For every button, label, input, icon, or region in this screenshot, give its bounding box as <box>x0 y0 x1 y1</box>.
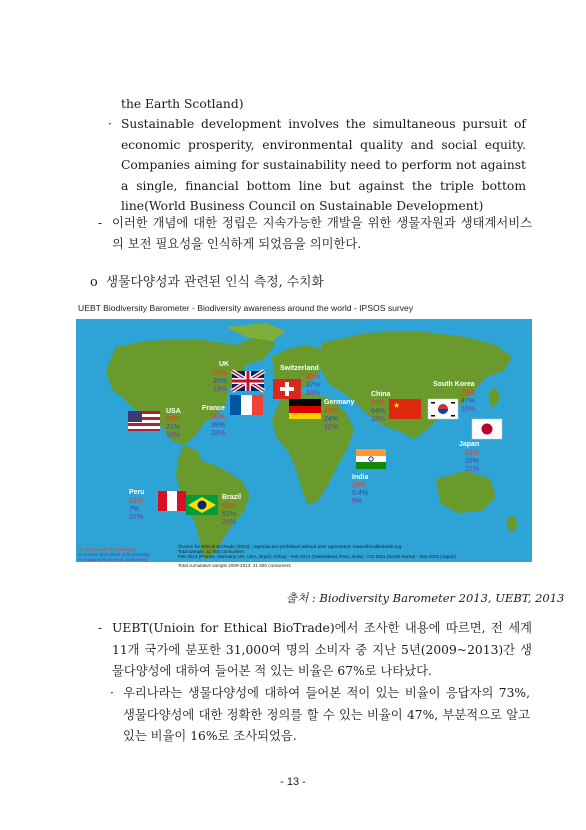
germany-correct: 24% <box>324 416 339 423</box>
china-heard: 94% <box>371 400 386 407</box>
india-partial: 9% <box>352 498 363 505</box>
uk-partial: 19% <box>213 386 228 393</box>
flag-brazil <box>186 495 218 515</box>
flag-china <box>389 399 421 419</box>
germany-partial: 10% <box>324 424 339 431</box>
world-map <box>76 319 532 562</box>
dash-mark-2: - <box>98 621 103 635</box>
flag-france <box>230 395 263 415</box>
peru-partial: 37% <box>129 514 144 521</box>
korea-bullet-text: 우리나라는 생물다양성에 대하여 들어본 적이 있는 비율이 응답자의 73%, 생물다양성에 대한 정확한 정의를 할 수 있는 비율이 47%, 부분적으로 알고 있는 비율이 16%로 조사되었음. <box>123 686 530 743</box>
switzerland-heard: 82% <box>306 374 321 381</box>
note-copyright: ©Union for Ethical BioTrade (2013) - reproduction prohibited without prior agreement. www.ethicalbiotrade.org <box>178 544 402 549</box>
china-partial: 22% <box>371 416 386 423</box>
flag-south-korea <box>428 399 458 419</box>
dash-paragraph-2 <box>98 618 532 683</box>
japan-partial: 21% <box>465 466 480 473</box>
label-peru: Peru <box>129 489 145 496</box>
bullet-mark-2: · <box>110 686 114 700</box>
peru-heard: 52% <box>129 498 144 505</box>
heading-bullet: o <box>90 275 98 290</box>
china-correct: 64% <box>371 408 386 415</box>
flag-germany <box>289 399 321 419</box>
germany-heard: 48% <box>324 408 339 415</box>
bullet-mark: · <box>108 117 112 131</box>
switzerland-correct: 37% <box>306 382 321 389</box>
dash-paragraph-1 <box>98 213 532 255</box>
label-germany: Germany <box>324 399 355 406</box>
label-brazil: Brazil <box>222 494 242 501</box>
flag-peru <box>158 491 186 511</box>
brazil-heard: 96% <box>222 503 237 510</box>
usa-heard: 64% <box>166 416 181 423</box>
france-partial: 28% <box>211 430 226 437</box>
legend-correct: % Correct definitions of biodiversity <box>78 552 150 557</box>
label-usa: USA <box>166 408 181 415</box>
note-total-sample: Total sample: 11 000 consumers <box>178 549 244 554</box>
usa-partial: 15% <box>166 432 181 439</box>
label-japan: Japan <box>459 441 480 448</box>
label-south-korea: South Korea <box>433 381 475 388</box>
switzerland-partial: 18% <box>306 390 321 397</box>
japan-correct: 29% <box>465 458 480 465</box>
korea-bullet <box>110 683 530 748</box>
flag-japan <box>472 419 502 439</box>
note-survey-dates: Feb 2013 (France, Germany, UK, USA, Brazil, China) - Feb 2012 (Switzerland, Peru, India) - Oct 2011 (South Korea) - Sep 2010 (Japan) <box>178 554 456 559</box>
flag-india <box>356 449 386 469</box>
dash-mark: - <box>98 216 103 230</box>
label-india: India <box>352 474 369 481</box>
biodiversity-barometer-figure <box>76 302 532 584</box>
english-bullet <box>108 114 526 217</box>
dash-paragraph-1-text: 이러한 개념에 대한 정립은 지속가능한 개발을 위한 생물자원과 생태계서비스의 보전 필요성을 인식하게 되었음을 의미한다. <box>112 216 532 251</box>
brazil-correct: 51% <box>222 511 237 518</box>
flag-switzerland <box>273 379 301 399</box>
label-uk: UK <box>219 361 230 368</box>
flag-uk <box>232 371 264 391</box>
uk-heard: 64% <box>213 370 228 377</box>
france-correct: 39% <box>211 422 226 429</box>
india-heard: 19% <box>352 482 367 489</box>
uk-correct: 20% <box>213 378 228 385</box>
label-china: China <box>371 391 391 398</box>
legend-heard: % Have heard of biodiversity <box>78 547 137 552</box>
peru-correct: 7% <box>129 506 140 513</box>
india-correct: 0.4% <box>352 490 368 497</box>
english-bullet-text: Sustainable development involves the simultaneous pursuit of economic prosperity, environmental quality and social equity. Companies aiming for sustainability need to perform not against a single, financial bottom line but against the triple bottom line(World Business Council on Sustainable Development) <box>121 117 526 213</box>
flag-usa <box>128 411 160 431</box>
figure-title: UEBT Biodiversity Barometer - Biodiversity awareness around the world - IPSOS survey <box>78 303 414 313</box>
label-switzerland: Switzerland <box>280 365 319 372</box>
page-number: - 13 - <box>280 776 306 788</box>
section-heading <box>90 271 324 290</box>
continuation-text: the Earth Scotland) <box>121 97 244 111</box>
svg-text:★: ★ <box>393 401 401 410</box>
dash-paragraph-2-text: UEBT(Unioin for Ethical BioTrade)에서 조사한 내용에 따르면, 전 세계 11개 국가에 분포한 31,000여 명의 소비자 중 지난 5년(2009~2013)간 생물다양성에 대하여 들어본 적 있는 비율은 67%로 나타났다. <box>112 621 532 678</box>
korea-partial: 16% <box>461 406 476 413</box>
heading-text: 생물다양성과 관련된 인식 측정, 수치화 <box>105 275 324 290</box>
legend-partial: % Partial definitions of biodiversity <box>78 557 148 562</box>
note-cumulative: Total cumulative sample 2009-2013: 31 000 consumers <box>178 563 291 568</box>
label-france: France <box>202 405 225 412</box>
korea-heard: 73% <box>461 390 476 397</box>
brazil-partial: 25% <box>222 519 237 526</box>
france-heard: 95% <box>211 414 226 421</box>
korea-correct: 47% <box>461 398 476 405</box>
japan-heard: 62% <box>465 450 480 457</box>
usa-correct: 21% <box>166 424 181 431</box>
figure-caption: 출처 : Biodiversity Barometer 2013, UEBT, 2013 <box>286 591 565 605</box>
